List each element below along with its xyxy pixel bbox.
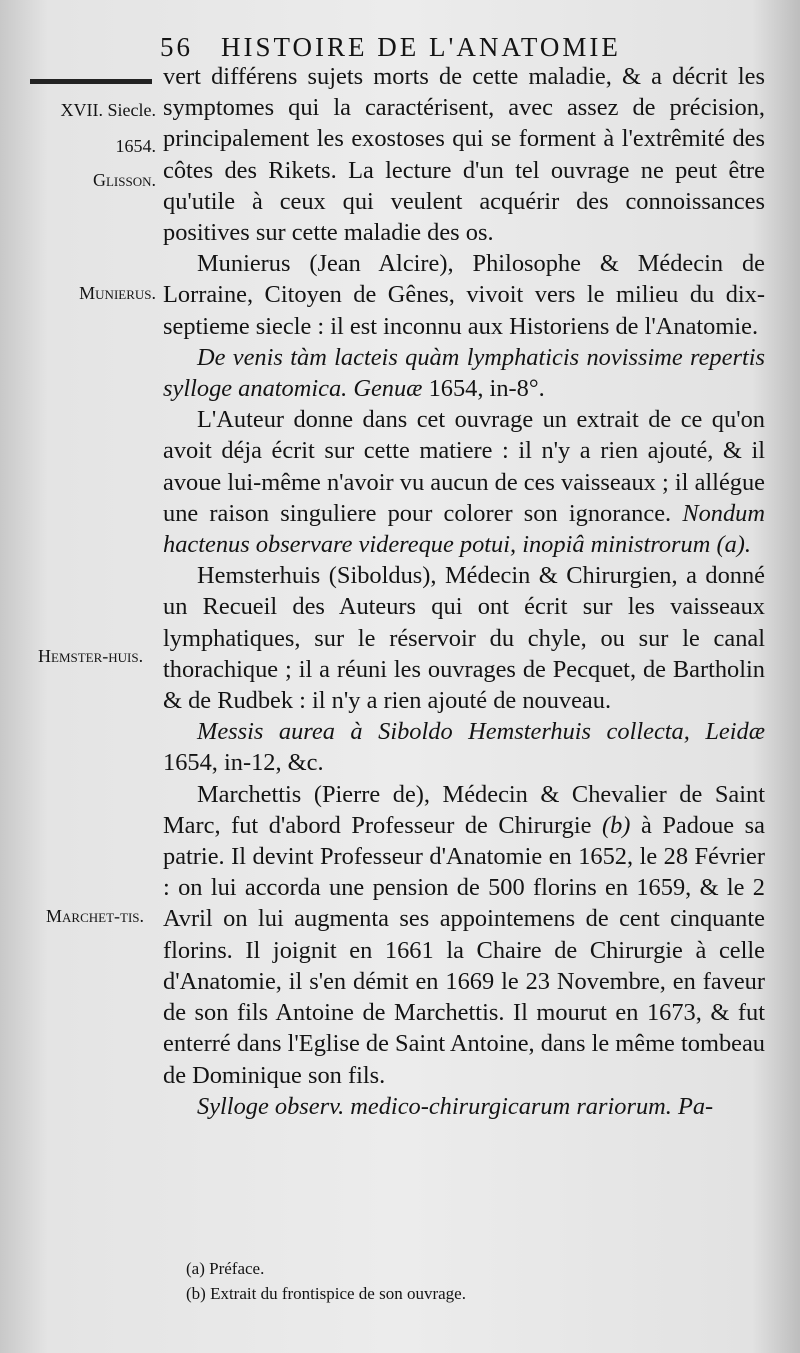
munierus-citation — [163, 342, 765, 404]
margin-note-year: 1654. — [115, 136, 156, 156]
munierus-book-title: De venis tàm lacteis quàm lymphaticis novissime repertis sylloge anatomica. Genuæ — [163, 343, 765, 403]
main-text — [163, 61, 765, 1122]
footnote-b: (b) Extrait du frontispice de son ouvrage. — [186, 1284, 466, 1303]
hemsterhuis-citation — [163, 716, 765, 778]
marchettis-paragraph — [163, 779, 765, 1091]
footnotes — [186, 1256, 746, 1306]
marchettis-text-a: Marchettis (Pierre de), Médecin & Chevalier de Saint Marc, fut d'abord Professeur de Chirurgie — [163, 780, 765, 839]
margin-note-glisson: Glisson. — [92, 170, 156, 190]
munierus-book-edition: 1654, in-8°. — [428, 375, 545, 403]
running-header — [160, 30, 680, 64]
margin-note-century: XVII. Siecle. — [60, 100, 156, 120]
margin-note-marchettis: Marchet-tis. — [46, 906, 144, 926]
marchettis-citation: Sylloge observ. medico-chirurgicarum rariorum. Pa- — [197, 1092, 714, 1120]
munierus-comment-text: L'Auteur donne dans cet ouvrage un extrait de ce qu'on avoit déja écrit sur cette matiere : il n'y a rien ajouté, & il avoue lui-même n'avoir vu aucun de ces vaisseaux ; il allégue une raison singuliere pour colorer son ignorance. — [163, 406, 765, 527]
marchettis-text-b: à Padoue sa patrie. Il devint Professeur d'Anatomie en 1652, le 28 Février : on lui accorda une pension de 500 florins en 1659, & le 2 Avril on lui augmenta ses appointemens de cent cinquante florins. Il joignit en 1661 la Chaire de Chirurgie à celle d'Anatomie, il s'en démit en 1669 le 23 Novembre, en faveur de son fils Antoine de Marchettis. Il mourut en 1673, & fut enterré dans l'Eglise de Saint Antoine, dans le même tombeau de Dominique son fils. — [163, 811, 765, 1089]
glisson-paragraph: vert différens sujets morts de cette maladie, & a décrit les symptomes qui la caractérisent, avec assez de précision, principalement les exostoses qui se forment à l'extrêmité des côtes des Rikets. La lecture d'un tel ouvrage ne peut être qu'utile à ceux qui veulent acquérir des connoissances positives sur cette maladie des os. — [163, 63, 765, 247]
page-number: 56 — [160, 32, 193, 62]
margin-rule — [30, 79, 152, 84]
margin-note-hemsterhuis: Hemster-huis. — [38, 646, 144, 666]
munierus-paragraph: Munierus (Jean Alcire), Philosophe & Médecin de Lorraine, Citoyen de Gênes, vivoit vers le milieu du dix-septieme siecle : il est inconnu aux Historiens de l'Anatomie. — [163, 250, 765, 340]
hemsterhuis-book-title: Messis aurea à Siboldo Hemsterhuis collecta, Leidæ — [197, 718, 765, 746]
munierus-quote: Nondum hactenus observare videreque potui, inopiâ ministrorum (a). — [163, 499, 765, 559]
running-title: HISTOIRE DE L'ANATOMIE — [221, 32, 621, 62]
footnote-a: (a) Préface. — [186, 1259, 265, 1278]
footnote-ref-b: (b) — [601, 811, 631, 839]
hemsterhuis-book-edition: 1654, in-12, &c. — [163, 749, 324, 777]
margin-note-munierus: Munierus. — [79, 283, 156, 303]
munierus-commentary — [163, 404, 765, 560]
hemsterhuis-paragraph: Hemsterhuis (Siboldus), Médecin & Chirurgien, a donné un Recueil des Auteurs qui ont écrit sur les vaisseaux lymphatiques, sur le réservoir du chyle, ou sur le canal thorachique ; il a réuni les ouvrages de Pecquet, de Bartholin & de Rudbek : il n'y a rien ajouté de nouveau. — [163, 562, 765, 715]
